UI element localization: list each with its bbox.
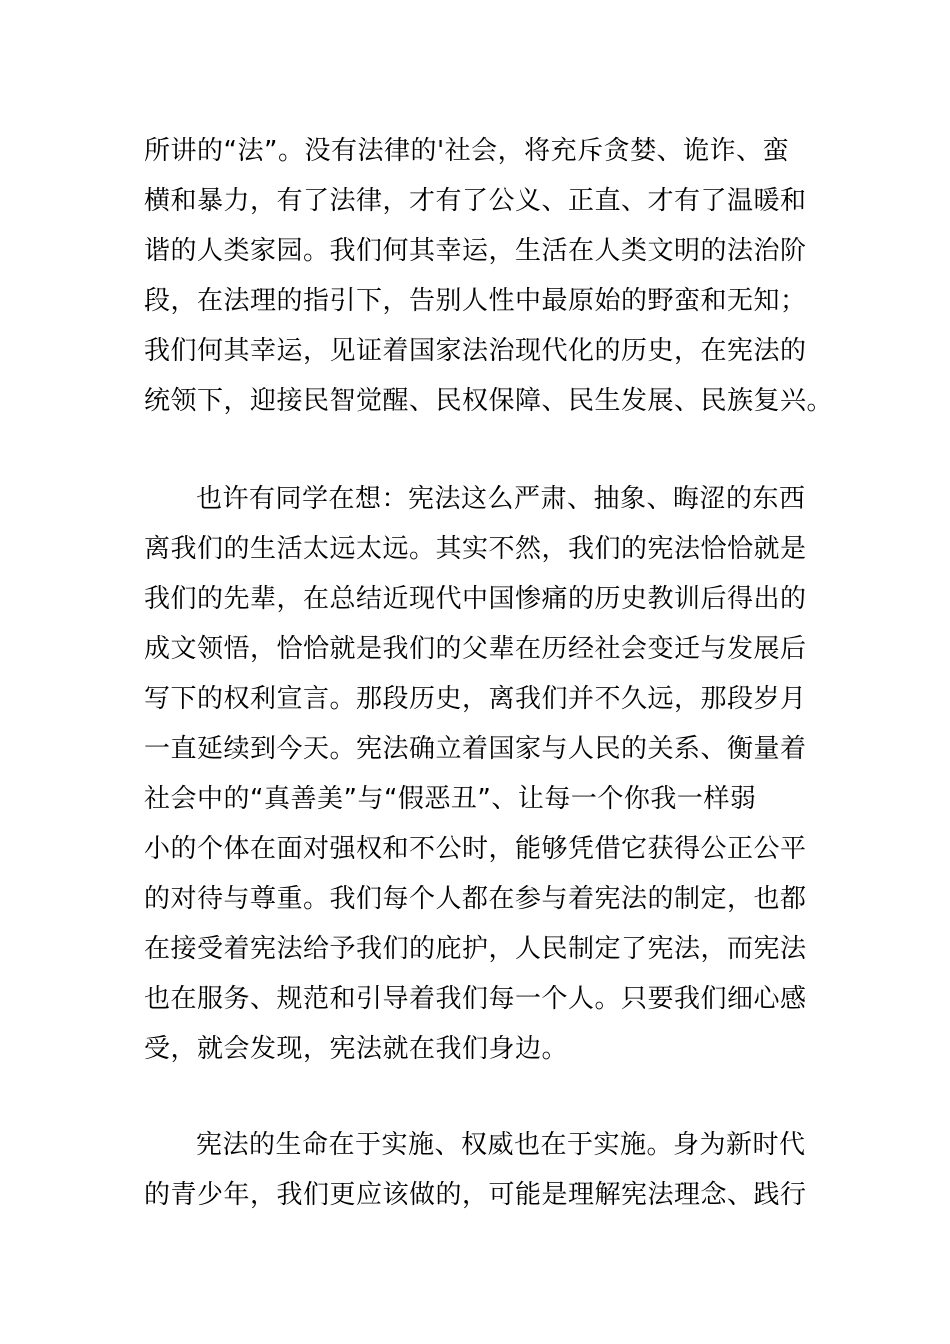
paragraph-line: 段，在法理的指引下，告别人性中最原始的野蛮和无知；	[144, 286, 807, 316]
paragraph-line: 也在服务、规范和引导着我们每一个人。只要我们细心感	[144, 984, 807, 1014]
paragraph-line: 小的个体在面对强权和不公时，能够凭借它获得公正公平	[144, 834, 807, 864]
paragraph-line: 的对待与尊重。我们每个人都在参与着宪法的制定，也都	[144, 884, 807, 914]
paragraph-line: 在接受着宪法给予我们的庇护，人民制定了宪法，而宪法	[144, 934, 807, 964]
paragraph-line: 离我们的生活太远太远。其实不然，我们的宪法恰恰就是	[144, 534, 807, 564]
paragraph-line: 我们的先辈，在总结近现代中国惨痛的历史教训后得出的	[144, 584, 807, 614]
paragraph-3	[144, 1120, 806, 1220]
paragraph-line: 社会中的“真善美”与“假恶丑”、让每一个你我一样弱	[144, 784, 757, 814]
paragraph-line: 横和暴力，有了法律，才有了公义、正直、才有了温暖和	[144, 186, 807, 216]
paragraph-line: 一直延续到今天。宪法确立着国家与人民的关系、衡量着	[144, 734, 807, 764]
paragraph-line: 我们何其幸运，见证着国家法治现代化的历史，在宪法的	[144, 336, 807, 366]
paragraph-line: 也许有同学在想：宪法这么严肃、抽象、晦涩的东西	[196, 484, 806, 514]
paragraph-line: 成文领悟，恰恰就是我们的父辈在历经社会变迁与发展后	[144, 634, 807, 664]
paragraph-line: 宪法的生命在于实施、权威也在于实施。身为新时代	[196, 1130, 806, 1160]
paragraph-line: 谐的人类家园。我们何其幸运，生活在人类文明的法治阶	[144, 236, 807, 266]
paragraph-line: 统领下，迎接民智觉醒、民权保障、民生发展、民族复兴。	[144, 386, 834, 416]
paragraph-line: 的青少年，我们更应该做的，可能是理解宪法理念、践行	[144, 1180, 807, 1210]
paragraph-1	[144, 126, 834, 426]
paragraph-line: 写下的权利宣言。那段历史，离我们并不久远，那段岁月	[144, 684, 807, 714]
paragraph-line: 所讲的“法”。没有法律的'社会，将充斥贪婪、诡诈、蛮	[144, 136, 790, 166]
paragraph-2	[144, 474, 806, 1074]
paragraph-line: 受，就会发现，宪法就在我们身边。	[144, 1034, 569, 1064]
